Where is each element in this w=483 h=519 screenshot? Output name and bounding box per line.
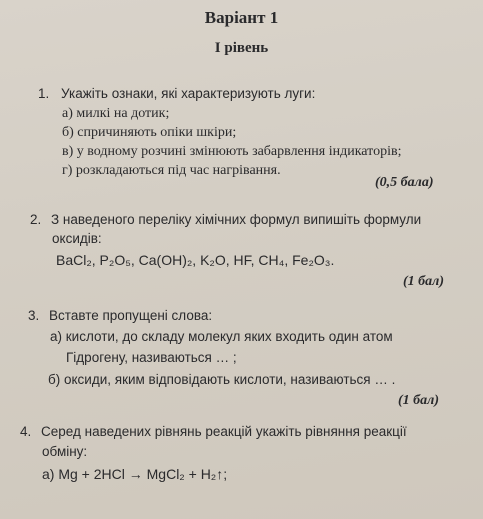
question-text: Серед наведених рівнянь реакцій укажіть рівняння реакції [41, 424, 407, 439]
question-text: Укажіть ознаки, які характеризують луги: [61, 86, 316, 101]
question-text: З наведеного переліку хімічних формул випишіть формули [51, 212, 422, 227]
question-number: 3. [28, 308, 40, 323]
question-2-continuation: оксидів: [52, 231, 102, 246]
question-text: Вставте пропущені слова: [49, 308, 213, 323]
formula-list: BaCl₂, P₂O₅, Ca(OH)₂, K₂O, HF, CH₄, Fe₂O₃. [56, 252, 335, 268]
equation-a: а) Mg + 2HCl → MgCl₂ + H₂↑; [42, 466, 228, 482]
question-2 [30, 212, 421, 227]
points-q2: (1 бал) [403, 274, 444, 289]
question-4 [20, 424, 407, 439]
question-number: 1. [38, 86, 50, 101]
question-number: 4. [20, 424, 32, 439]
points-q1: (0,5 бала) [375, 175, 434, 190]
question-4-continuation: обміну: [42, 444, 88, 459]
question-3 [28, 308, 212, 323]
option-b: б) спричиняють опіки шкіри; [62, 125, 237, 140]
option-d: г) розкладаються під час нагрівання. [62, 163, 281, 178]
level-title: І рівень [214, 40, 269, 56]
item-a-continuation: Гідрогену, називаються … ; [66, 350, 237, 365]
variant-title: Варіант 1 [204, 8, 279, 27]
item-b: б) оксиди, яким відповідають кислоти, називаються … . [48, 372, 396, 387]
question-1 [38, 86, 315, 101]
points-q3: (1 бал) [398, 393, 439, 408]
option-c: в) у водному розчині змінюють забарвлення індикаторів; [62, 144, 402, 159]
option-a: а) милкі на дотик; [62, 106, 170, 121]
item-a: а) кислоти, до складу молекул яких входить один атом [50, 329, 393, 344]
question-number: 2. [30, 212, 42, 227]
